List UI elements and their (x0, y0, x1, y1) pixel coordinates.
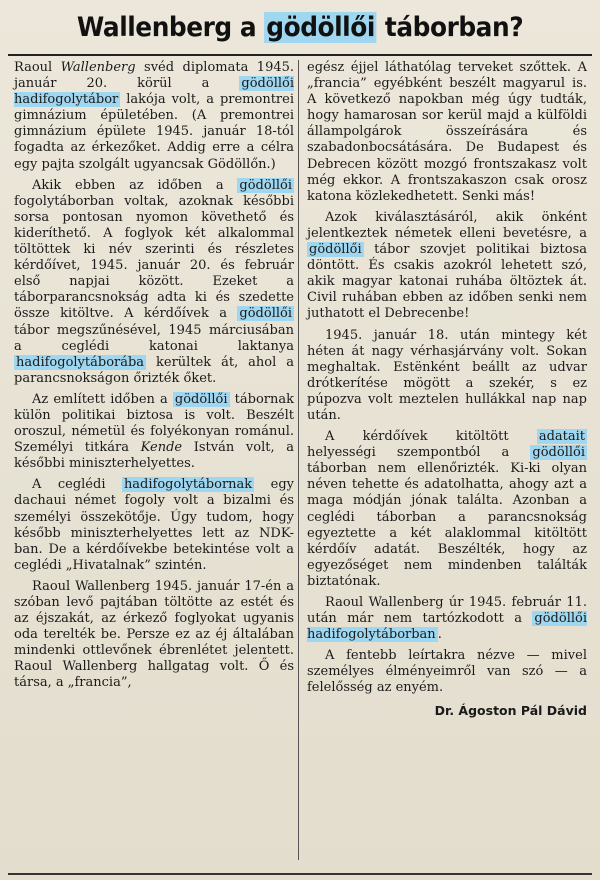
article-column-left (14, 60, 294, 697)
column-divider (298, 60, 299, 860)
author-signature: Dr. Ágoston Pál Dávid (434, 702, 587, 718)
paragraph-text: Akik ebben az időben a (32, 177, 238, 193)
article-paragraph (14, 60, 294, 173)
paragraph-text: fogolytáborban voltak, azoknak későbbi sorsa pontosan nyomon követhető és kideríthető. A foglyok két alkalommal töltöttek ki név szerinti és részletes kérdőívet, 1945. január 20. és február első napjai között. Ezeket a táborparancsnokság adta ki és szedette össze kitöltve. A kérdőívek a (14, 193, 294, 322)
highlighted-text: gödöllői (239, 177, 292, 193)
title-rule (8, 54, 592, 56)
highlighted-text: gödöllői (174, 391, 228, 407)
highlighted-text: gödöllői hadifogolytábor (14, 76, 294, 108)
italic-name: Kende (140, 440, 183, 456)
highlighted-text: hadifogolytáborába (16, 354, 145, 370)
article-title (24, 8, 576, 48)
paragraph-text: 1945. január 18. után mintegy két héten át nagy vérhasjárvány volt. Sokan meghaltak. Estënként beállt az udvar drótkerítése mögött a szekér, s ez púpozva volt meztelen hullákkal nap nap után. (307, 327, 587, 423)
highlighted-text: adatait (538, 429, 585, 445)
article-paragraph (307, 328, 587, 425)
article-paragraph (14, 477, 294, 574)
article-paragraph (307, 595, 587, 643)
article-paragraph (307, 429, 587, 590)
title-text-after: táborban? (376, 12, 524, 43)
article-paragraph (14, 178, 294, 387)
article-paragraph (307, 648, 587, 696)
highlighted-text: gödöllői (309, 242, 362, 258)
bottom-rule (8, 873, 592, 875)
paragraph-text: Raoul Wallenberg úr 1945. február 11. után már nem tartózkodott a (307, 595, 587, 627)
paragraph-text: táborban nem ellenőrizték. Ki-ki olyan néven tehette és adatolhatta, ahogy azt a maga módján jónak találta. Azonban a ceglédi táborban a parancsnokság egyeztette a két alaklommal kitöltött kérdőív adatát. Beszélték, hogy az egyezőséget nem mindenben találták biztatónak. (307, 461, 587, 589)
article-paragraph (307, 210, 587, 323)
paragraph-text: kerültek át, ahol a parancsnokságon őrizték őket. (14, 354, 294, 386)
paragraph-text: tábor megszűnésével, 1945 márciusában a ceglédi katonai laktanya (14, 322, 294, 354)
article-paragraph (14, 579, 294, 692)
article-column-right (307, 60, 587, 719)
paragraph-text: A ceglédi (32, 477, 122, 493)
paragraph-text: Azok kiválasztásáról, akik önként jelentkeztek németek elleni bevetésre, a (307, 209, 587, 241)
article-paragraph (307, 60, 587, 205)
title-text-before: Wallenberg a (76, 12, 265, 43)
paragraph-text: Raoul Wallenberg 1945. január 17-én a szóban levő pajtában töltötte az estét és az éjszakát, az érkező foglyokat ugyanis oda terelték be. Persze ez az éj általában mindenki ottlevőnek ébrenlétet jelentett. Raoul Wallenberg hallgatag volt. Ő és társa, a „francia”, (14, 578, 294, 691)
paragraph-text: egész éjjel láthatólag terveket szőttek. A „francia” egyébként beszélt magyarul is. A következő napokban még úgy tudták, hogy hamarosan sor kerül majd a külföldi állampolgárok összeírására és szabadonbocsátására. De Budapest és Debrecen között mozgó frontszakasz volt még ekkor. A frontszakaszon csak orosz katona közlekedhetett. Senki más! (307, 60, 587, 204)
italic-name: Wallenberg (60, 60, 136, 75)
highlighted-text: gödöllői hadifogolytáborban (307, 611, 587, 643)
paragraph-text: A kérdőívek kitöltött (325, 429, 537, 445)
paragraph-text: . (437, 627, 442, 643)
paragraph-text: Raoul (14, 60, 61, 75)
highlighted-text: gödöllői (239, 306, 292, 322)
article-paragraph (14, 392, 294, 472)
paragraph-text: lakója volt, a premontrei gimnázium épületében. (A premontrei gimnázium épülete 1945. január 18-tól fogadta az érkezőket. Addig erre a célra egy pajta szolgált ugyancsak Gödöllőn.) (14, 92, 294, 172)
paragraph-text: tábor szovjet politikai biztosa döntött. És csakis azokról lehetett szó, akik magyar katonai ruhába öltöztek át. Civil ruhában ebben az időben senki nem juthatott el Debrecenbe! (307, 242, 587, 322)
title-highlight: gödöllői (266, 12, 375, 43)
paragraph-text: helyességi szempontból a (307, 445, 531, 461)
paragraph-text: István volt, a későbbi miniszterhelyettes. (14, 440, 294, 472)
paragraph-text: Az említett időben a (32, 391, 173, 407)
highlighted-text: gödöllői (532, 445, 585, 461)
highlighted-text: hadifogolytábornak (123, 477, 253, 493)
paragraph-text: tábornak külön politikai biztosa is volt. Beszélt oroszul, németül és folyékonyan románul. Személyi titkára (14, 391, 294, 456)
paragraph-text: A fentebb leírtakra nézve — mivel személyes élményeimről van szó — a felelősség az enyém. (307, 648, 587, 696)
paragraph-text: egy dachaui német fogoly volt a bizalmi és személyi összekötője. Úgy tudom, hogy később miniszterhelyettes lett az NDK-ban. De a kérdőívekbe betekintése volt a ceglédi „Hivatalnak” szintén. (14, 477, 294, 573)
paragraph-text: svéd diplomata 1945. január 20. körül a (14, 60, 295, 92)
